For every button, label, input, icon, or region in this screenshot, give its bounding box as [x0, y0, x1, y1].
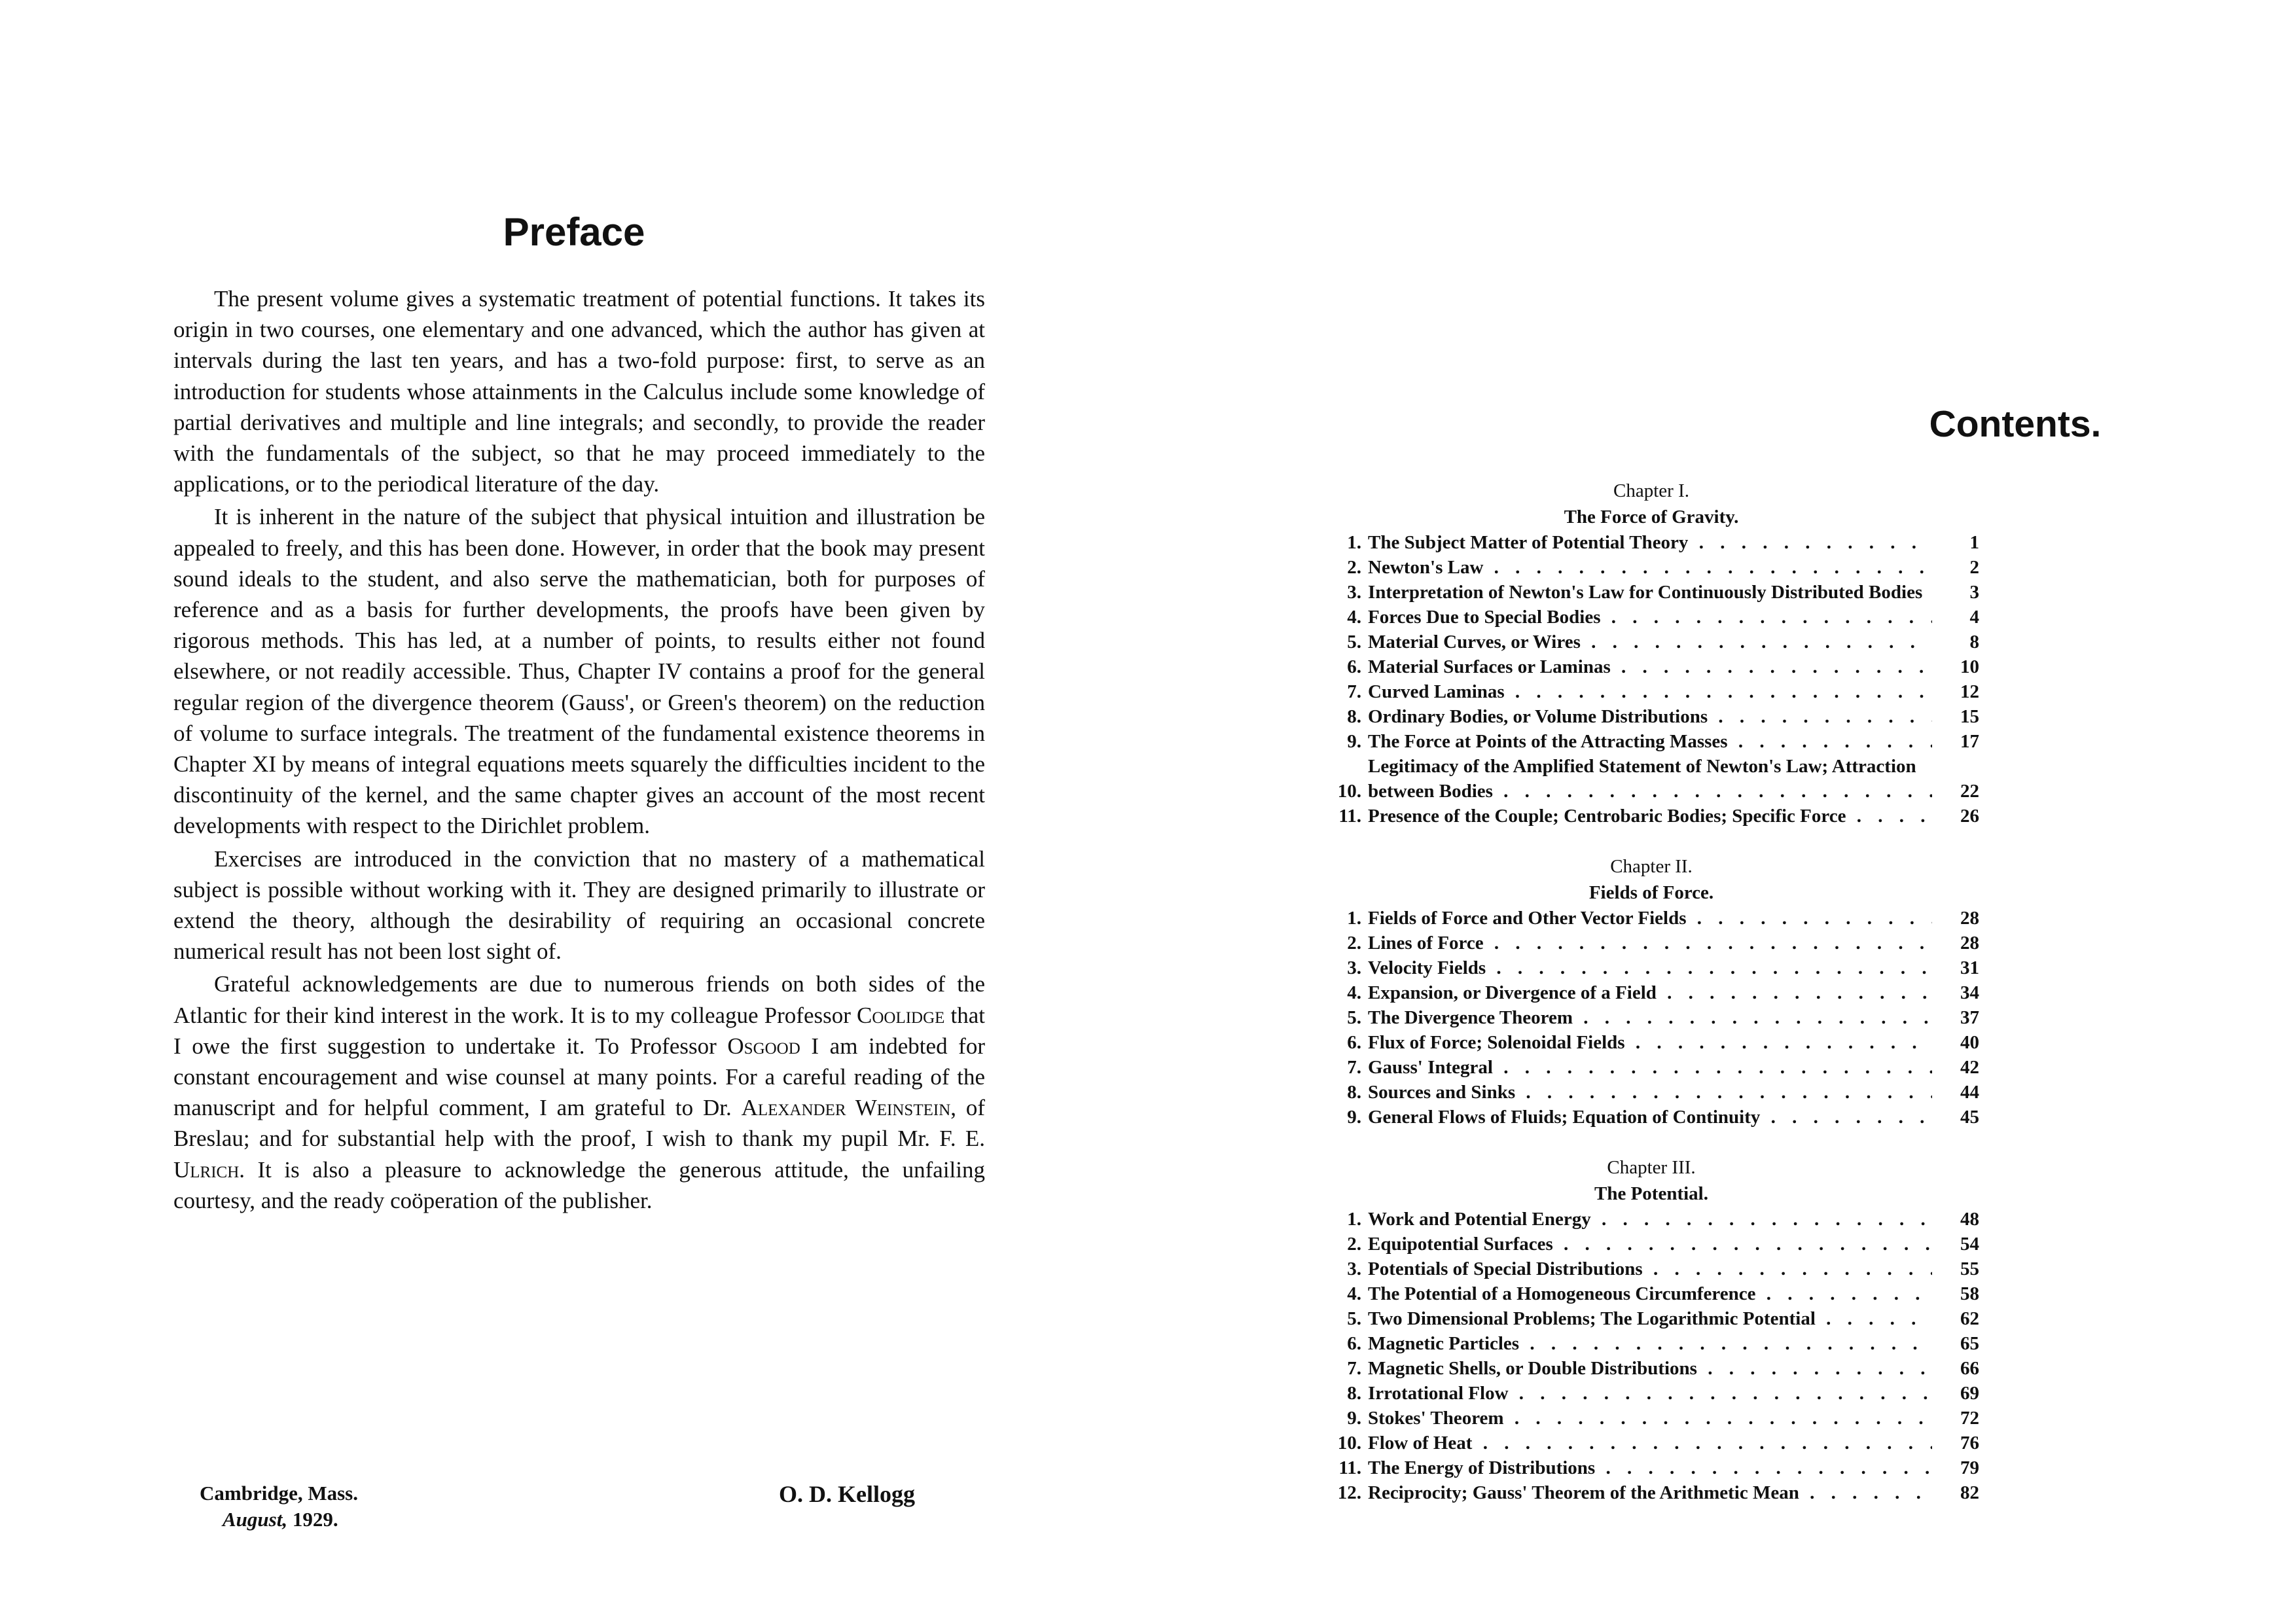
- entry-title: Material Surfaces or Laminas . . .: [1368, 654, 1932, 679]
- entry-number: 5.: [1347, 1308, 1361, 1329]
- entry-title: Velocity Fields . . .: [1368, 955, 1932, 980]
- preface-author: O. D. Kellogg: [779, 1481, 915, 1507]
- entry-page-number: 10: [1932, 654, 1979, 679]
- toc-entry: [1323, 1331, 1979, 1356]
- entry-page-number: 42: [1932, 1055, 1979, 1080]
- entry-number: 8.: [1347, 706, 1361, 727]
- entry-title-line: Legitimacy of the Amplified Statement of Newton's Law; Attraction: [1368, 756, 1916, 777]
- entry-number: 9.: [1347, 1107, 1361, 1128]
- entry-title: Lines of Force . . .: [1368, 931, 1932, 955]
- chapter-number: Chapter II.: [1610, 856, 1693, 877]
- entry-page-number: 8: [1932, 630, 1979, 654]
- entry-page-number: 72: [1932, 1406, 1979, 1431]
- entry-page-number: 58: [1932, 1281, 1979, 1306]
- entry-page-number: 28: [1932, 906, 1979, 931]
- entry-number: 3.: [1347, 582, 1361, 603]
- toc-entry: [1323, 804, 1979, 829]
- toc-entry: [1323, 980, 1979, 1005]
- entry-title: Two Dimensional Problems; The Logarithmic Potential . . .: [1368, 1306, 1932, 1331]
- entry-title: Gauss' Integral . . .: [1368, 1055, 1932, 1080]
- toc-entry: [1323, 1232, 1979, 1257]
- entry-number: 1.: [1347, 1209, 1361, 1230]
- preface-paragraph: Exercises are introduced in the conviction that no mastery of a mathematical subject is possible without working with it. They are designed primarily to illustrate or extend the theory, although the desirability of requiring an occasional concrete numerical result has not been lost sight of.: [173, 846, 985, 965]
- entry-number: 9.: [1347, 1408, 1361, 1429]
- entry-title: The Divergence Theorem . . .: [1368, 1005, 1932, 1030]
- entry-page-number: 31: [1932, 955, 1979, 980]
- toc-entry: [1323, 1055, 1979, 1080]
- ack-name: Osgood: [727, 1033, 800, 1059]
- toc-entry: [1323, 1080, 1979, 1105]
- entry-number: 8.: [1347, 1383, 1361, 1404]
- entry-page-number: 26: [1932, 804, 1979, 829]
- entry-number: 10.: [1337, 1433, 1361, 1454]
- toc-entry: [1323, 654, 1979, 679]
- entry-title: Newton's Law . . .: [1368, 555, 1932, 580]
- ack-name: F. E. Ulrich: [173, 1126, 985, 1183]
- preface-paragraph: The present volume gives a systematic treatment of potential functions. It takes its origin in two courses, one elementary and one advanced, which the author has given at intervals during the last ten years, and has a two-fold purpose: first, to serve as an introduction for students whose attainments in the Calculus include some knowledge of partial derivatives and multiple and line integrals; and secondly, to provide the reader with the fundamentals of the subject, so that he may proceed immediately to the applications, or to the periodical literature of the day.: [173, 286, 985, 497]
- preface-title: Preface: [503, 210, 645, 254]
- contents-title: Contents.: [1929, 403, 2102, 445]
- entry-page-number: 34: [1932, 980, 1979, 1005]
- entry-title: Flow of Heat . . .: [1368, 1431, 1932, 1455]
- entry-title: Expansion, or Divergence of a Field . . .: [1368, 980, 1932, 1005]
- toc-entry: [1323, 1105, 1979, 1130]
- toc-entry: [1323, 931, 1979, 955]
- entry-title: Flux of Force; Solenoidal Fields . . .: [1368, 1030, 1932, 1055]
- toc-entry: [1323, 630, 1979, 654]
- entry-title: General Flows of Fluids; Equation of Continuity . . .: [1368, 1105, 1932, 1130]
- toc-entry: [1323, 1431, 1979, 1455]
- chapter-title: Fields of Force.: [1588, 882, 1714, 903]
- entry-number: 11.: [1338, 806, 1361, 827]
- entry-page-number: 65: [1932, 1331, 1979, 1356]
- entry-title-line: between Bodies . . .: [1368, 779, 1932, 804]
- entry-title: Fields of Force and Other Vector Fields . . .: [1368, 906, 1932, 931]
- entry-number: 4.: [1347, 982, 1361, 1003]
- entry-page-number: 44: [1932, 1080, 1979, 1105]
- month: August,: [223, 1508, 288, 1531]
- chapter-title: The Force of Gravity.: [1564, 507, 1739, 527]
- entry-title: Reciprocity; Gauss' Theorem of the Arithmetic Mean . . .: [1368, 1480, 1932, 1505]
- entry-number: 4.: [1347, 607, 1361, 628]
- contents-page: [1148, 0, 2296, 1623]
- entry-title: Irrotational Flow . . .: [1368, 1381, 1932, 1406]
- toc-entry: [1323, 555, 1979, 580]
- entry-title: Potentials of Special Distributions . . .: [1368, 1257, 1932, 1281]
- entry-title: The Energy of Distributions . . .: [1368, 1455, 1932, 1480]
- entry-title: Sources and Sinks . . .: [1368, 1080, 1932, 1105]
- entry-number: 6.: [1347, 656, 1361, 677]
- entry-page-number: 15: [1932, 704, 1979, 729]
- entry-page-number: 28: [1932, 931, 1979, 955]
- place: Cambridge, Mass.: [200, 1482, 358, 1505]
- entry-title: Equipotential Surfaces . . .: [1368, 1232, 1932, 1257]
- entry-page-number: 55: [1932, 1257, 1979, 1281]
- entry-title: [1368, 754, 1932, 804]
- entry-number: 12.: [1337, 1482, 1361, 1503]
- chapter-section: [1323, 478, 1979, 829]
- chapter-section: [1323, 1154, 1979, 1505]
- toc-entry: [1323, 955, 1979, 980]
- toc-entry: [1323, 605, 1979, 630]
- toc-entry: [1323, 580, 1979, 605]
- ack-name: Coolidge: [856, 1002, 945, 1028]
- preface-acknowledgements: [173, 969, 985, 1216]
- ack-text: . It is also a pleasure to acknowledge the generous attitude, the unfailing courtesy, and the ready coöperation of the publisher.: [173, 1156, 985, 1213]
- entry-title: Forces Due to Special Bodies . . .: [1368, 605, 1932, 630]
- entry-number: 6.: [1347, 1333, 1361, 1354]
- entry-page-number: 4: [1932, 605, 1979, 630]
- toc-entry: [1323, 1005, 1979, 1030]
- entry-number: 2.: [1347, 933, 1361, 954]
- entry-title: Magnetic Shells, or Double Distributions . . .: [1368, 1356, 1932, 1381]
- toc-entry: [1323, 530, 1979, 555]
- entry-title: The Potential of a Homogeneous Circumference . . .: [1368, 1281, 1932, 1306]
- preface-paragraph: It is inherent in the nature of the subject that physical intuition and illustration be appealed to freely, and this has been done. However, in order that the book may present sound ideals to the student, and also serve the mathematician, both for purposes of reference and as a basis for further developments, the proofs have been given by rigorous methods. This has led, at a number of points, to results either not found elsewhere, or not readily accessible. Thus, Chapter IV contains a proof for the general regular region of the divergence theorem (Gauss', or Green's theorem) on the reduction of volume to surface integrals. The treatment of the fundamental existence theorems in Chapter XI by means of integral equations meets squarely the difficulties incident to the discontinuity of the kernel, and the same chapter gives an account of the most recent developments with respect to the Dirichlet problem.: [173, 504, 985, 839]
- toc-entry: [1323, 729, 1979, 754]
- toc-entry: [1323, 1381, 1979, 1406]
- entry-page-number: 37: [1932, 1005, 1979, 1030]
- preface-body: [173, 283, 985, 1216]
- toc-entry: [1323, 1257, 1979, 1281]
- toc-entry: [1323, 754, 1979, 804]
- chapter-title: The Potential.: [1594, 1183, 1708, 1204]
- entry-number: 3.: [1347, 957, 1361, 978]
- entry-page-number: 82: [1932, 1480, 1979, 1505]
- entry-title: Presence of the Couple; Centrobaric Bodies; Specific Force . . .: [1368, 804, 1932, 829]
- toc-entry: [1323, 1281, 1979, 1306]
- entry-title: The Subject Matter of Potential Theory . . .: [1368, 530, 1932, 555]
- entry-title: The Force at Points of the Attracting Masses . . .: [1368, 729, 1932, 754]
- entry-page-number: 79: [1932, 1455, 1979, 1480]
- entry-number: 8.: [1347, 1082, 1361, 1103]
- ack-text: that I owe the first suggestion to undertake it. To Professor: [173, 1002, 986, 1059]
- toc-entry: [1323, 1406, 1979, 1431]
- chapter-number: Chapter III.: [1607, 1157, 1696, 1178]
- entry-number: 5.: [1347, 632, 1361, 652]
- year: 1929.: [292, 1508, 338, 1531]
- entry-number: 1.: [1347, 532, 1361, 553]
- entry-page-number: 2: [1932, 555, 1979, 580]
- entry-number: 7.: [1347, 1358, 1361, 1379]
- toc-entry: [1323, 1455, 1979, 1480]
- date: [200, 1507, 396, 1533]
- entry-page-number: 45: [1932, 1105, 1979, 1130]
- entry-page-number: 76: [1932, 1431, 1979, 1455]
- toc-entry: [1323, 679, 1979, 704]
- entry-page-number: 69: [1932, 1381, 1979, 1406]
- entry-page-number: 66: [1932, 1356, 1979, 1381]
- entry-page-number: 1: [1932, 530, 1979, 555]
- chapter-section: [1323, 853, 1979, 1130]
- toc-entry: [1323, 1306, 1979, 1331]
- entry-title: Stokes' Theorem . . .: [1368, 1406, 1932, 1431]
- entry-number: 3.: [1347, 1258, 1361, 1279]
- toc-entry: [1323, 1480, 1979, 1505]
- entry-title: Curved Laminas . . .: [1368, 679, 1932, 704]
- ack-text: I am indebted for constant encouragement and wise counsel at many points. For a careful reading of the manuscript and for helpful comment, I am grateful to Dr.: [173, 1033, 985, 1121]
- entry-number: 7.: [1347, 681, 1361, 702]
- entry-title: Work and Potential Energy . . .: [1368, 1207, 1932, 1232]
- entry-page-number: 40: [1932, 1030, 1979, 1055]
- entry-title: Material Curves, or Wires . . .: [1368, 630, 1932, 654]
- entry-number: 6.: [1347, 1032, 1361, 1053]
- entry-page-number: 17: [1932, 729, 1979, 754]
- entry-number: 9.: [1347, 731, 1361, 752]
- entry-number: 2.: [1347, 1234, 1361, 1255]
- entry-number: 5.: [1347, 1007, 1361, 1028]
- entry-number: 7.: [1347, 1057, 1361, 1078]
- contents-list: [1323, 478, 1979, 1530]
- chapter-number: Chapter I.: [1613, 480, 1689, 501]
- entry-title: Interpretation of Newton's Law for Continuously Distributed Bodies . . .: [1368, 580, 1932, 605]
- toc-entry: [1323, 1356, 1979, 1381]
- entry-page-number: 54: [1932, 1232, 1979, 1257]
- entry-page-number: 12: [1932, 679, 1979, 704]
- entry-page-number: 48: [1932, 1207, 1979, 1232]
- ack-name: Alexander Weinstein: [741, 1095, 951, 1121]
- toc-entry: [1323, 906, 1979, 931]
- entry-page-number: 3: [1932, 580, 1979, 605]
- toc-entry: [1323, 1207, 1979, 1232]
- entry-title: Ordinary Bodies, or Volume Distributions . . .: [1368, 704, 1932, 729]
- ack-text: Grateful acknowledgements are due to numerous friends on both sides of the Atlantic for their kind interest in the work. It is to my colleague Professor: [173, 971, 985, 1028]
- entry-page-number: 22: [1932, 779, 1979, 804]
- ack-text: , of Breslau; and for substantial help with the proof, I wish to thank my pupil Mr.: [173, 1095, 986, 1152]
- entry-page-number: 62: [1932, 1306, 1979, 1331]
- toc-entry: [1323, 1030, 1979, 1055]
- entry-number: 10.: [1337, 781, 1361, 802]
- entry-number: 1.: [1347, 908, 1361, 929]
- entry-number: 11.: [1338, 1457, 1361, 1478]
- entry-number: 2.: [1347, 557, 1361, 578]
- entry-title: Magnetic Particles . . .: [1368, 1331, 1932, 1356]
- preface-place-date: [200, 1480, 396, 1533]
- toc-entry: [1323, 704, 1979, 729]
- entry-number: 4.: [1347, 1283, 1361, 1304]
